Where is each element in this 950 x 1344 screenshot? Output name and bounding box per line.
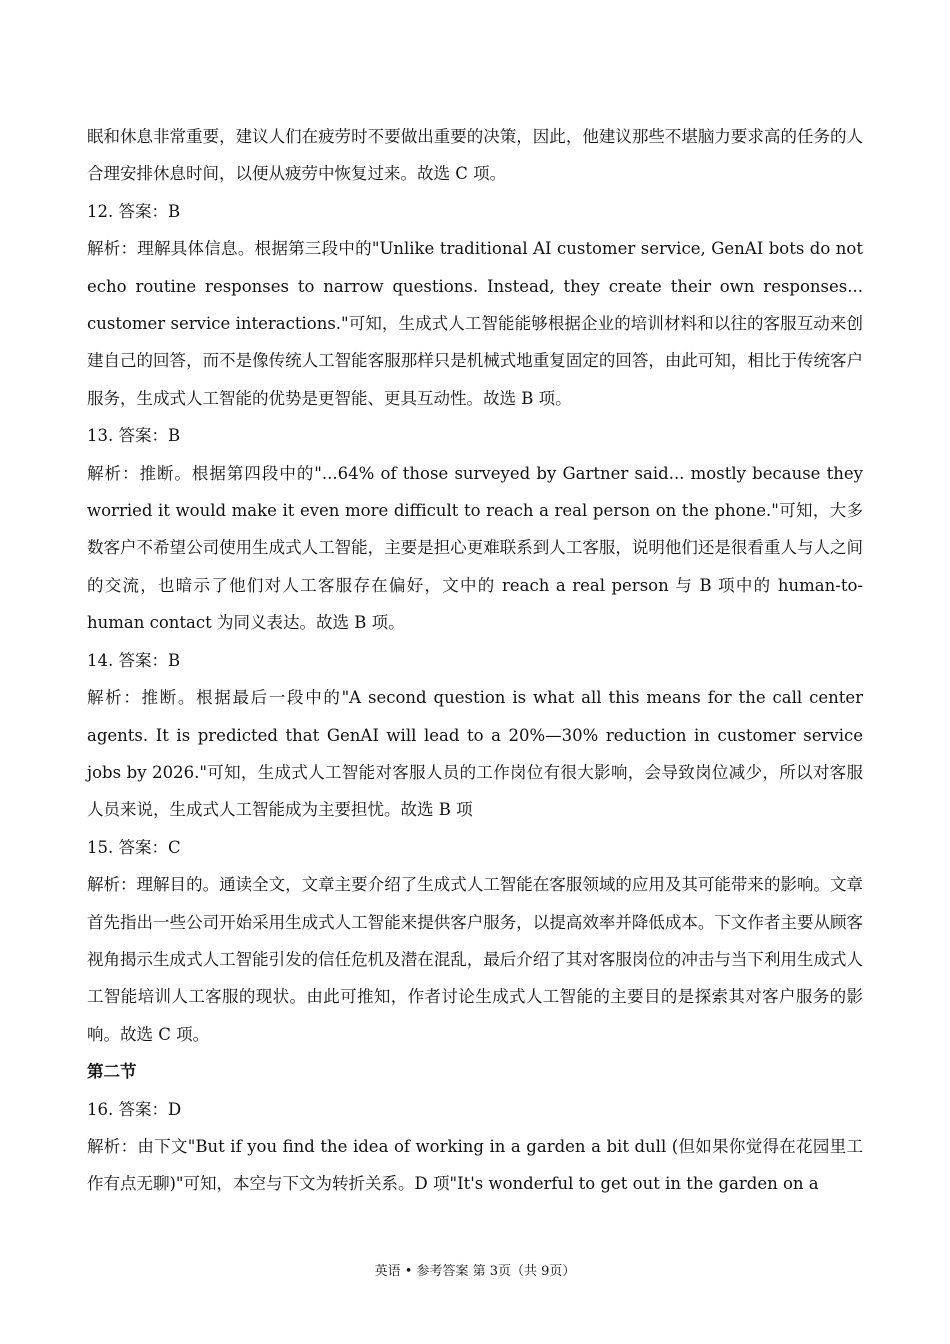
explanation-paragraph: 解析：由下文"But if you find the idea of working in a garden a bit dull (但如果你觉得在花园里工作有点无聊)"可知，本空与下文为转折关系。D 项"It's wonderful to get out in the garden on a [87, 1136, 863, 1194]
section-heading: 第二节 [87, 1062, 137, 1082]
answer-line: 12. 答案：B [87, 201, 181, 221]
answer-line: 13. 答案：B [87, 426, 181, 446]
explanation-paragraph: 解析：理解具体信息。根据第三段中的"Unlike traditional AI customer service, GenAI bots do not echo routine responses to narrow questions. Instead, they create their own responses... customer service interactions."可知，生成式人工智能能够根据企业的培训材料和以往的客服互动来创建自己的回答，而不是像传统人工智能客服那样只是机械式地重复固定的回答，由此可知，相比于传统客户服务，生成式人工智能的优势是更智能、更具互动性。故选 B 项。 [87, 239, 863, 408]
page-footer: 英语 • 参考答案 第 3页（共 9页） [374, 1264, 576, 1279]
answer-line: 15. 答案：C [87, 837, 181, 857]
answer-explanations [87, 118, 863, 1203]
explanation-paragraph: 解析：理解目的。通读全文，文章主要介绍了生成式人工智能在客服领域的应用及其可能带来的影响。文章首先指出一些公司开始采用生成式人工智能来提供客户服务，以提高效率并降低成本。下文作者主要从顾客视角揭示生成式人工智能引发的信任危机及潜在混乱，最后介绍了其对客服岗位的冲击与当下利用生成式人工智能培训人工客服的现状。由此可推知，作者讨论生成式人工智能的主要目的是探索其对客户服务的影响。故选 C 项。 [87, 875, 863, 1044]
answer-line: 14. 答案：B [87, 650, 181, 670]
explanation-paragraph: 解析：推断。根据最后一段中的"A second question is what all this means for the call center agents. It is predicted that GenAI will lead to a 20%—30% reduction in customer service jobs by 2026."可知，生成式人工智能对客服人员的工作岗位有很大影响，会导致岗位减少，所以对客服人员来说，生成式人工智能成为主要担忧。故选 B 项 [87, 688, 863, 820]
answer-line: 16. 答案：D [87, 1099, 182, 1119]
explanation-paragraph: 眠和休息非常重要，建议人们在疲劳时不要做出重要的决策，因此，他建议那些不堪脑力要求高的任务的人合理安排休息时间，以便从疲劳中恢复过来。故选 C 项。 [87, 127, 863, 184]
explanation-paragraph: 解析：推断。根据第四段中的"...64% of those surveyed by Gartner said... mostly because they worried it would make it even more difficult to reach a real person on the phone."可知，大多数客户不希望公司使用生成式人工智能，主要是担心更难联系到人工客服，说明他们还是很看重人与人之间的交流，也暗示了他们对人工客服存在偏好，文中的 reach a real person 与 B 项中的 human-to-human contact 为同义表达。故选 B 项。 [87, 463, 863, 633]
